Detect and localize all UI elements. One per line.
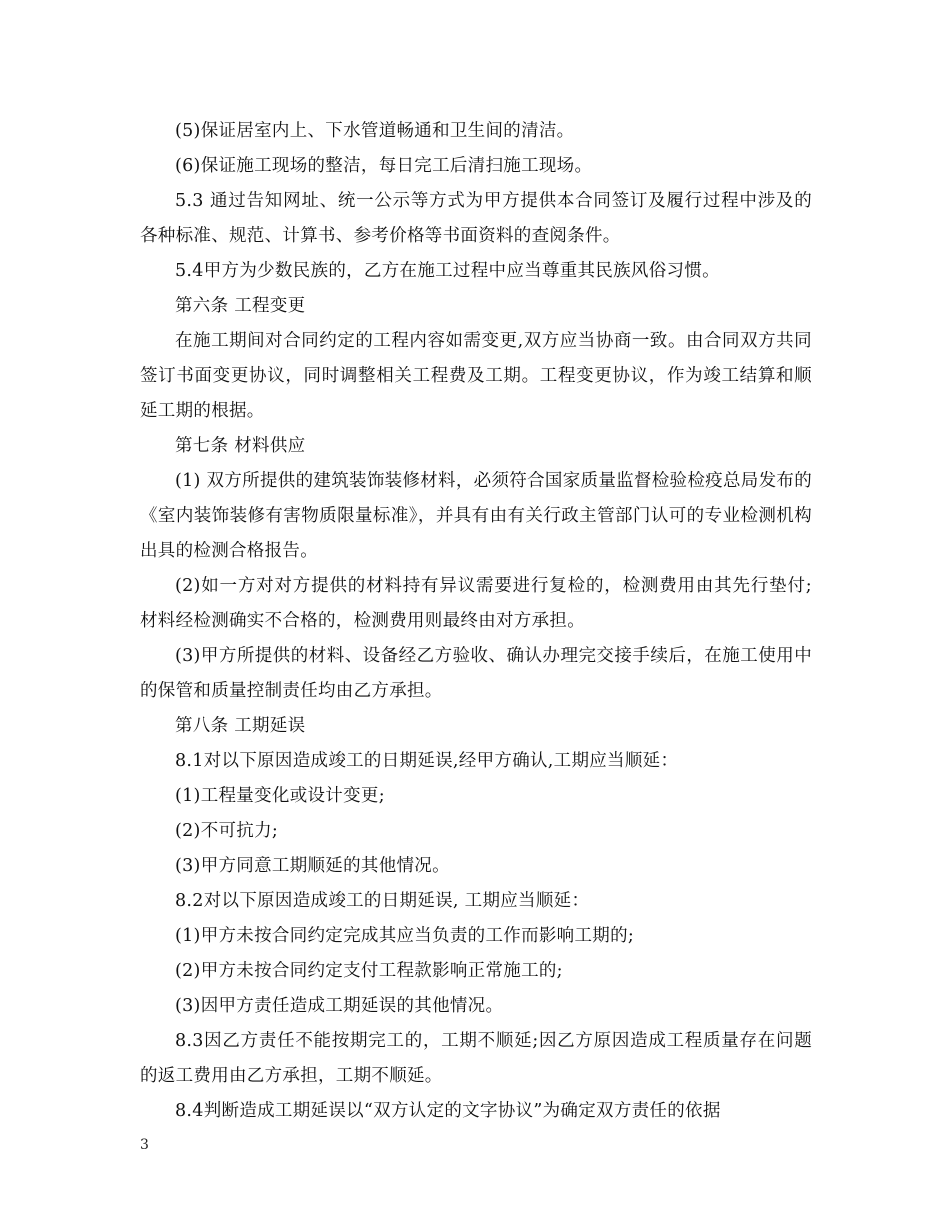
section-heading: 第六条 工程变更 (175, 296, 306, 316)
paragraph: 在施工期间对合同约定的工程内容如需变更,双方应当协商一致。由合同双方共同签订书面变更协议，同时调整相关工程费及工期。工程变更协议，作为竣工结算和顺延工期的根据。 (140, 331, 812, 421)
paragraph: (3)甲方所提供的材料、设备经乙方验收、确认办理完交接手续后，在施工使用中的保管和质量控制责任均由乙方承担。 (140, 646, 812, 701)
paragraph: 5.3 通过告知网址、统一公示等方式为甲方提供本合同签订及履行过程中涉及的各种标准、规范、计算书、参考价格等书面资料的查阅条件。 (140, 191, 812, 246)
paragraph: 8.2对以下原因造成竣工的日期延误, 工期应当顺延： (175, 891, 590, 911)
paragraph: 8.4判断造成工期延误以“双方认定的文字协议”为确定双方责任的依据 (175, 1101, 721, 1121)
paragraph: (1) 双方所提供的建筑装饰装修材料，必须符合国家质量监督检验检疫总局发布的《室内装饰装修有害物质限量标准》，并具有由有关行政主管部门认可的专业检测机构出具的检测合格报告。 (140, 471, 812, 561)
paragraph: (1)甲方未按合同约定完成其应当负责的工作而影响工期的; (175, 926, 635, 946)
paragraph: (6)保证施工现场的整洁，每日完工后清扫施工现场。 (175, 156, 593, 176)
paragraph: 8.1对以下原因造成竣工的日期延误,经甲方确认,工期应当顺延： (175, 751, 679, 771)
section-heading: 第八条 工期延误 (175, 716, 306, 736)
page-number: 3 (140, 1137, 149, 1153)
paragraph: (2)不可抗力; (175, 821, 279, 841)
paragraph: (3)因甲方责任造成工期延误的其他情况。 (175, 996, 504, 1016)
paragraph: (2)如一方对对方提供的材料持有异议需要进行复检的，检测费用由其先行垫付;材料经检测确实不合格的，检测费用则最终由对方承担。 (140, 576, 812, 631)
paragraph: 5.4甲方为少数民族的，乙方在施工过程中应当尊重其民族风俗习惯。 (175, 261, 720, 281)
paragraph: 8.3因乙方责任不能按期完工的，工期不顺延;因乙方原因造成工程质量存在问题的返工费用由乙方承担，工期不顺延。 (140, 1031, 812, 1086)
paragraph: (1)工程量变化或设计变更; (175, 786, 385, 806)
document-body (140, 114, 812, 1129)
paragraph: (5)保证居室内上、下水管道畅通和卫生间的清洁。 (175, 121, 575, 141)
section-heading: 第七条 材料供应 (175, 436, 306, 456)
paragraph: (2)甲方未按合同约定支付工程款影响正常施工的; (175, 961, 563, 981)
paragraph: (3)甲方同意工期顺延的其他情况。 (175, 856, 450, 876)
